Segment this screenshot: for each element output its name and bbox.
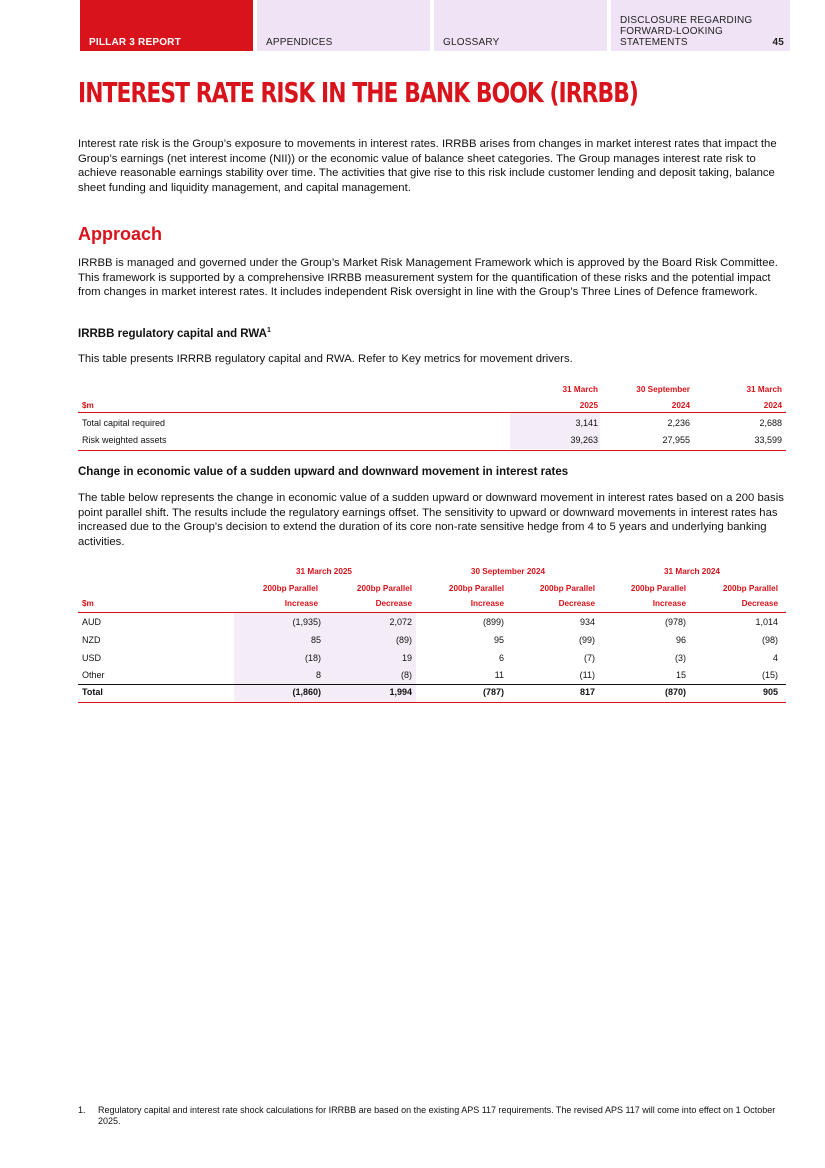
col-header-line2: Increase bbox=[284, 599, 318, 608]
ev-table-heading: Change in economic value of a sudden upward and downward movement in interest rates bbox=[78, 466, 569, 478]
header-divider bbox=[78, 412, 786, 413]
table-cell: (7) bbox=[584, 653, 595, 663]
table-cell: (1,935) bbox=[292, 617, 321, 627]
total-cell: 905 bbox=[762, 687, 778, 697]
table-cell: (98) bbox=[761, 635, 778, 645]
top-navigation bbox=[80, 0, 790, 51]
table-cell: (18) bbox=[304, 653, 321, 663]
col-header-line2: Decrease bbox=[741, 599, 778, 608]
col-header-line2: Decrease bbox=[375, 599, 412, 608]
footnote-number: 1. bbox=[78, 1105, 86, 1115]
tab-label: APPENDICES bbox=[266, 37, 333, 48]
capital-heading-text: IRRBB regulatory capital and RWA bbox=[78, 327, 267, 340]
footnote-text: Regulatory capital and interest rate shock calculations for IRRBB are based on the existing APS 117 requirements. The revised APS 117 will come into effect on 1 October 2025. bbox=[98, 1105, 776, 1126]
col-header-line2: Decrease bbox=[558, 599, 595, 608]
tab-glossary[interactable] bbox=[434, 0, 607, 51]
page-number: 45 bbox=[772, 37, 784, 48]
total-cell: 817 bbox=[579, 687, 595, 697]
col-header-line1: 200bp Parallel bbox=[262, 584, 318, 593]
table-cell: 95 bbox=[493, 635, 504, 645]
period-header: 30 September 2024 bbox=[470, 567, 546, 576]
unit-label: $m bbox=[82, 599, 94, 608]
table-cell: 85 bbox=[310, 635, 321, 645]
economic-value-table bbox=[78, 565, 786, 705]
tab-disclosure-forward-looking[interactable] bbox=[611, 0, 790, 51]
tab-label: PILLAR 3 REPORT bbox=[89, 37, 181, 48]
row-label: Other bbox=[82, 670, 105, 680]
col-header-line1: 200bp Parallel bbox=[630, 584, 686, 593]
row-label: Risk weighted assets bbox=[82, 435, 167, 445]
table-cell: 2,236 bbox=[667, 418, 690, 428]
capital-table-heading bbox=[78, 327, 271, 340]
tab-label: DISCLOSURE REGARDING FORWARD-LOOKING STATEMENTS bbox=[620, 15, 753, 48]
table-cell: (99) bbox=[578, 635, 595, 645]
table-cell: 27,955 bbox=[662, 435, 690, 445]
row-label: NZD bbox=[82, 635, 101, 645]
table-cell: 15 bbox=[675, 670, 686, 680]
table-cell: 39,263 bbox=[570, 435, 598, 445]
tab-label: GLOSSARY bbox=[443, 37, 500, 48]
capital-table-intro: This table presents IRRRB regulatory capital and RWA. Refer to Key metrics for movement drivers. bbox=[78, 353, 573, 365]
table-cell: 934 bbox=[579, 617, 595, 627]
ev-table-intro: The table below represents the change in economic value of a sudden upward or downward movement in interest rates based on a 200 basis point parallel shift. The results include the regulatory earnings offset. The sensitivity to upward or downward movements in interest rates has increased due to the Group's decision to extend the duration of its core non-rate sensitive hedge from 4 to 5 years and underlying banking activities. bbox=[78, 492, 784, 548]
period-header: 31 March 2024 bbox=[664, 567, 720, 576]
col-header-line1: 200bp Parallel bbox=[448, 584, 504, 593]
capital-table bbox=[78, 383, 786, 453]
table-cell: (8) bbox=[401, 670, 412, 680]
table-cell: 1,014 bbox=[755, 617, 778, 627]
table-cell: 3,141 bbox=[575, 418, 598, 428]
table-cell: (3) bbox=[675, 653, 686, 663]
col-header-line1: 31 March bbox=[746, 385, 782, 394]
tab-appendices[interactable] bbox=[257, 0, 430, 51]
table-cell: (89) bbox=[395, 635, 412, 645]
header-divider bbox=[78, 612, 786, 613]
page-title: INTEREST RATE RISK IN THE BANK BOOK (IRRBB) bbox=[78, 76, 638, 109]
table-cell: 8 bbox=[315, 670, 321, 680]
table-cell: 19 bbox=[401, 653, 412, 663]
table-cell: 4 bbox=[772, 653, 778, 663]
col-header-line2: 2025 bbox=[579, 401, 598, 410]
col-header-line2: 2024 bbox=[763, 401, 782, 410]
row-label: AUD bbox=[82, 617, 102, 627]
footnote bbox=[78, 1105, 778, 1127]
total-divider bbox=[78, 684, 786, 685]
table-cell: (15) bbox=[761, 670, 778, 680]
col-header-line2: Increase bbox=[470, 599, 504, 608]
table-cell: 2,072 bbox=[389, 617, 412, 627]
col-header-line1: 31 March bbox=[562, 385, 598, 394]
period-header: 31 March 2025 bbox=[296, 567, 352, 576]
table-cell: (978) bbox=[664, 617, 686, 627]
col-header-line2: 2024 bbox=[671, 401, 690, 410]
table-cell: 11 bbox=[494, 670, 504, 680]
total-cell: (787) bbox=[482, 687, 504, 697]
table-cell: 33,599 bbox=[754, 435, 782, 445]
col-header-line1: 200bp Parallel bbox=[539, 584, 595, 593]
table-bottom-border bbox=[78, 450, 786, 451]
col-header-line1: 200bp Parallel bbox=[356, 584, 412, 593]
approach-paragraph: IRRBB is managed and governed under the Group’s Market Risk Management Framework which is approved by the Board Risk Committee. This framework is supported by a comprehensive IRRBB measurement system for the quantification of these risks and the potential impact from changes in market interest rates. It includes independent Risk oversight in line with the Group’s Three Lines of Defence framework. bbox=[78, 257, 778, 298]
row-label: USD bbox=[82, 653, 102, 663]
table-cell: 2,688 bbox=[759, 418, 782, 428]
total-cell: (870) bbox=[664, 687, 686, 697]
unit-label: $m bbox=[82, 401, 94, 410]
table-cell: (11) bbox=[579, 670, 595, 680]
approach-heading: Approach bbox=[78, 224, 163, 244]
table-cell: 6 bbox=[498, 653, 504, 663]
footnote-ref: 1 bbox=[266, 327, 271, 334]
total-label: Total bbox=[82, 687, 103, 697]
total-cell: (1,860) bbox=[292, 687, 321, 697]
total-cell: 1,994 bbox=[389, 687, 412, 697]
tab-pillar-3-report[interactable] bbox=[80, 0, 253, 51]
table-cell: 96 bbox=[675, 635, 686, 645]
row-label: Total capital required bbox=[82, 418, 166, 428]
col-header-line1: 200bp Parallel bbox=[722, 584, 778, 593]
table-cell: (899) bbox=[482, 617, 504, 627]
col-header-line1: 30 September bbox=[636, 385, 690, 394]
col-header-line2: Increase bbox=[652, 599, 686, 608]
intro-paragraph: Interest rate risk is the Group’s exposure to movements in interest rates. IRRBB arises from changes in market interest rates that impact the Group’s earnings (net interest income (NII)) or the economic value of balance sheet categories. The Group manages interest rate risk to achieve reasonable earnings stability over time. The activities that give rise to this risk include customer lending and deposit taking, balance sheet funding and liquidity management, and capital management. bbox=[78, 138, 777, 194]
table-bottom-border bbox=[78, 702, 786, 703]
